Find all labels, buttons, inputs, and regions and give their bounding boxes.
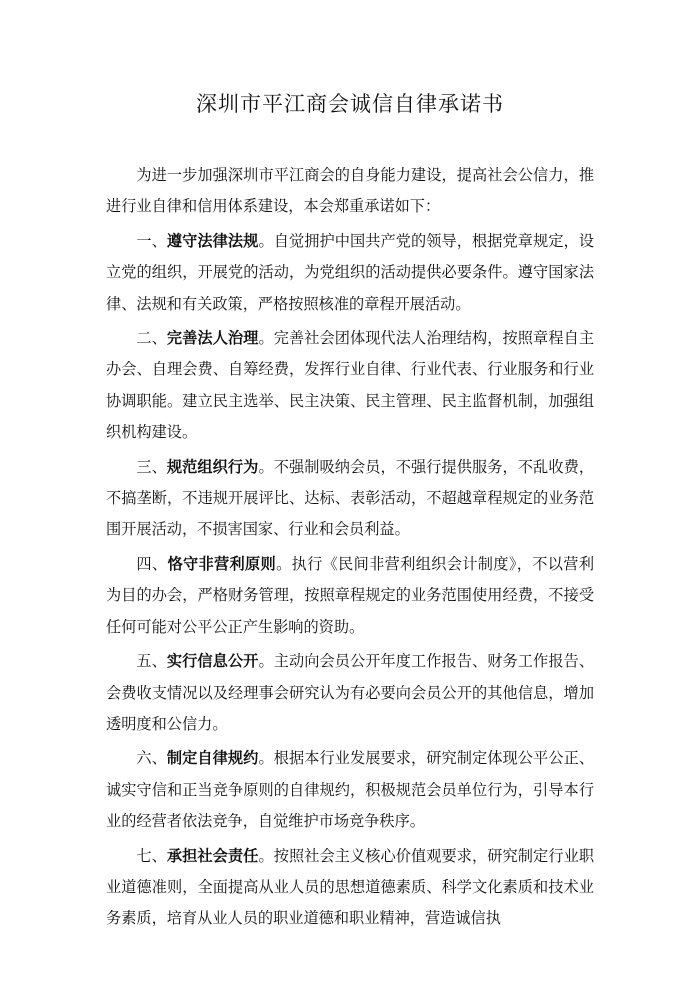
item-heading: 实行信息公开	[166, 652, 259, 671]
item-prefix: 一、	[136, 231, 167, 250]
commitment-item-5	[106, 646, 594, 740]
item-body: 。自觉拥护中国共产党的领导，根据党章规定，设立党的组织，开展党的活动，为党组织的活动提供必要条件。遵守国家法律、法规和有关政策，严格按照核准的章程开展活动。	[106, 231, 595, 313]
item-body: 。执行《民间非营利组织会计制度》，不以营利为目的办会，严格财务管理，按照章程规定的业务范围使用经费，不接受任何可能对公平公正产生影响的资助。	[106, 554, 595, 636]
document-title: 深圳市平江商会诚信自律承诺书	[196, 92, 504, 116]
commitment-item-1	[106, 226, 594, 320]
item-heading: 规范组织行为	[166, 457, 259, 476]
item-prefix: 六、	[136, 749, 167, 768]
intro-paragraph: 为进一步加强深圳市平江商会的自身能力建设，提高社会公信力，推进行业自律和信用体系建设，本会郑重承诺如下：	[106, 166, 594, 216]
item-body: 。根据本行业发展要求，研究制定体现公平公正、诚实守信和正当竞争原则的自律规约，积极规范会员单位行为，引导本行业的经营者依法竞争，自觉维护市场竞争秩序。	[106, 749, 595, 831]
item-heading: 完善法人治理	[166, 329, 259, 348]
item-body: 。不强制吸纳会员，不强行提供服务，不乱收费，不搞垄断，不违规开展评比、达标、表彰活动，不超越章程规定的业务范围开展活动，不损害国家、行业和会员利益。	[106, 457, 595, 539]
commitment-item-6	[106, 743, 594, 837]
item-prefix: 四、	[136, 554, 168, 573]
item-heading: 承担社会责任	[166, 846, 259, 865]
item-body: 。主动向会员公开年度工作报告、财务工作报告、会费收支情况以及经理事会研究认为有必要向会员公开的其他信息，增加透明度和公信力。	[106, 652, 595, 733]
commitment-item-2	[106, 323, 594, 449]
item-heading: 恪守非营利原则	[167, 554, 277, 573]
commitment-item-3	[106, 452, 594, 546]
item-prefix: 七、	[136, 846, 167, 865]
item-body: 。完善社会团体现代法人治理结构，按照章程自主办会、自理会费、自筹经费，发挥行业自律、行业代表、行业服务和行业协调职能。建立民主选举、民主决策、民主管理、民主监督机制，加强组织机构建设。	[106, 329, 595, 442]
item-prefix: 三、	[136, 457, 167, 476]
commitment-item-7	[106, 841, 594, 935]
item-body: 。按照社会主义核心价值观要求，研究制定行业职业道德准则，全面提高从业人员的思想道德素质、科学文化素质和技术业务素质，培育从业人员的职业道德和职业精神，营造诚信执	[106, 846, 595, 928]
item-heading: 制定自律规约	[166, 749, 259, 768]
item-prefix: 二、	[136, 329, 167, 348]
commitment-item-4	[106, 549, 594, 643]
item-heading: 遵守法律法规	[166, 231, 259, 250]
item-prefix: 五、	[136, 652, 167, 671]
